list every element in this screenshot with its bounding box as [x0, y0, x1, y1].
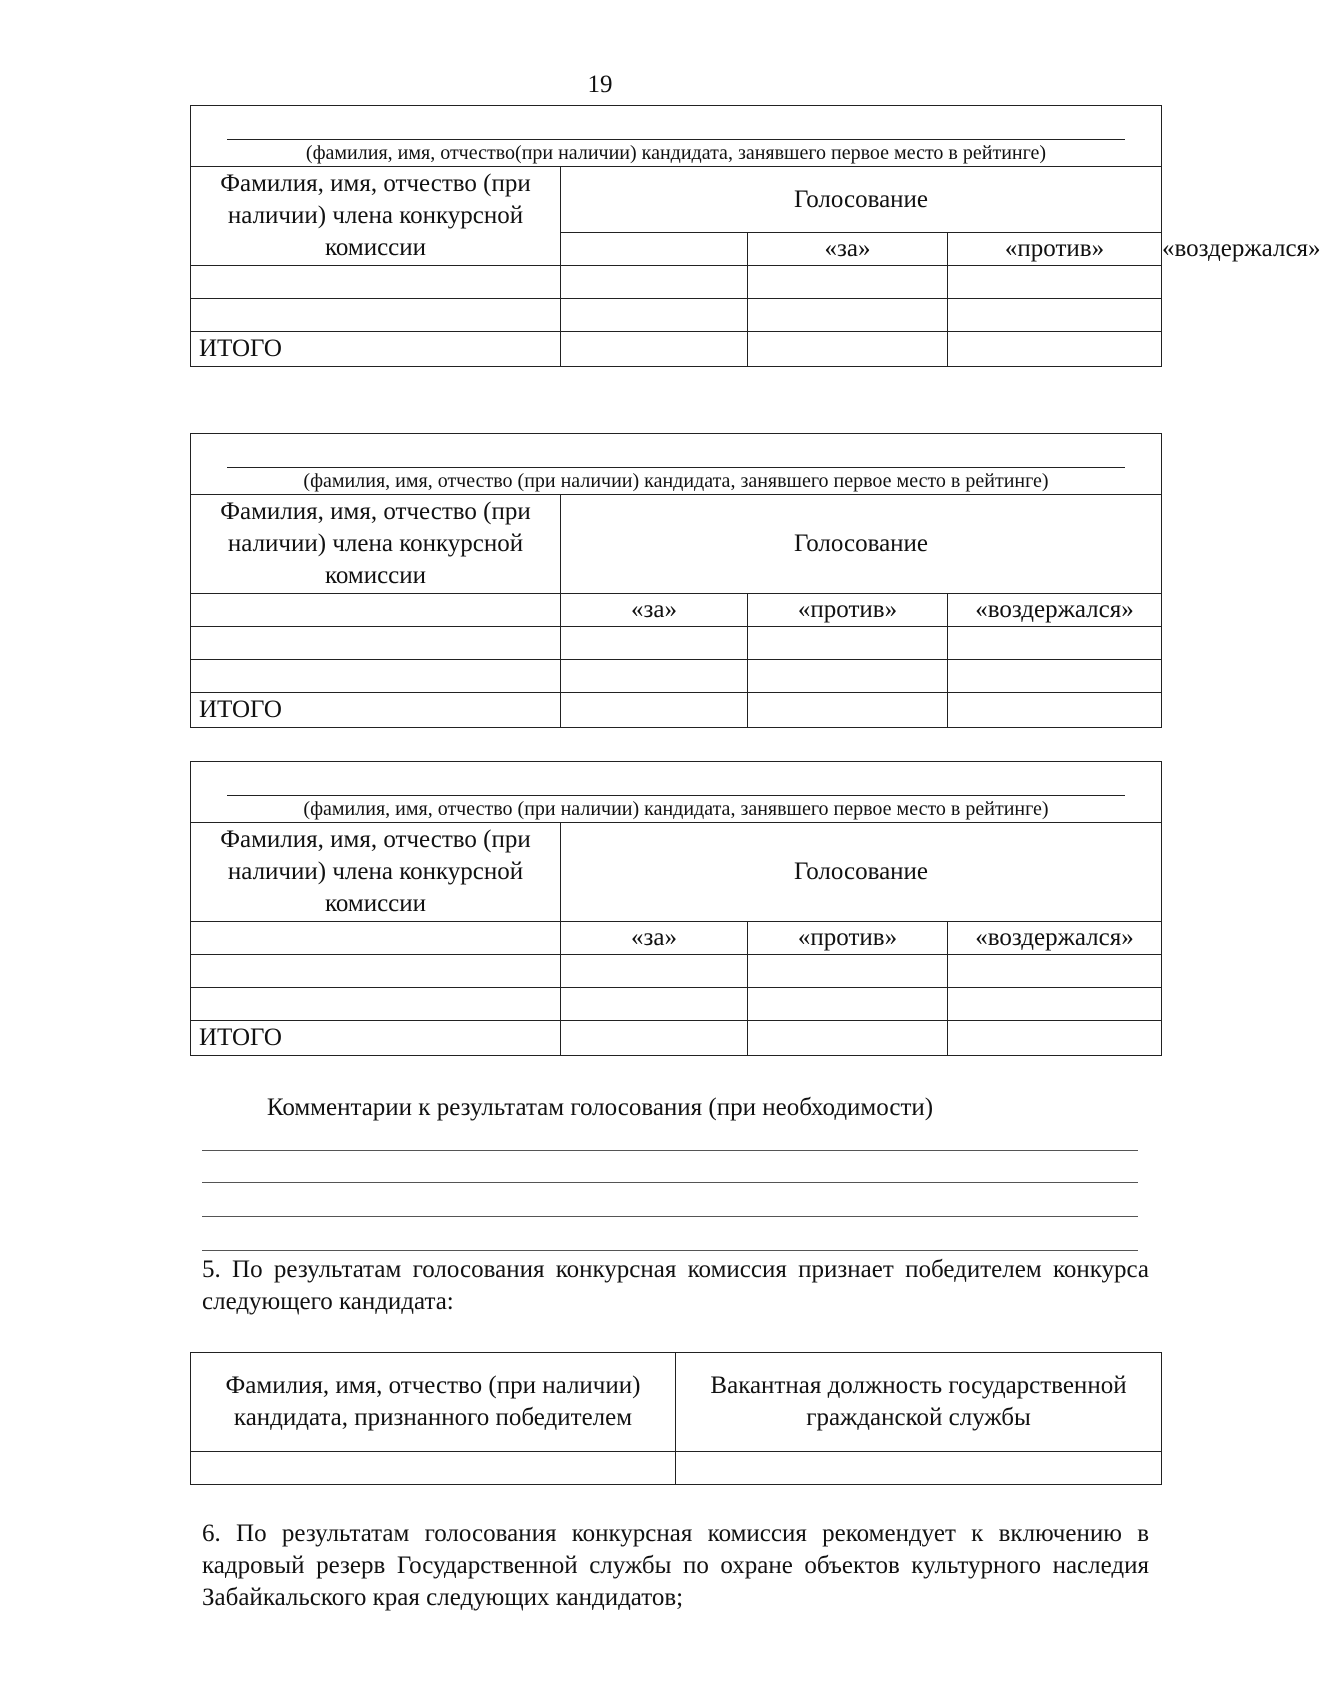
comment-line [202, 1250, 1138, 1251]
vote-table [190, 761, 1162, 1056]
table-row [191, 660, 1162, 693]
table-row [191, 266, 1162, 299]
total-label: ИТОГО [191, 693, 561, 728]
page-number: 19 [587, 71, 613, 98]
candidate-caption-cell [191, 106, 1162, 167]
vacant-position-cell [676, 1452, 1162, 1485]
total-label: ИТОГО [191, 1021, 561, 1056]
comments-title: Комментарии к результатам голосования (при необходимости) [266, 1094, 934, 1121]
vote-table: (фамилия, имя, отчество(при наличии) кандидата, занявшего первое место в рейтинге) Фамилия, имя, отчество (при наличии) члена конкурсной комиссии Голосование «за» «против» «воздержался» ИТОГО [190, 105, 1162, 367]
option-for: «за» [561, 594, 748, 627]
member-header: Фамилия, имя, отчество (при наличии) члена конкурсной комиссии [191, 495, 561, 594]
comment-line [202, 1182, 1138, 1183]
option-for: «за» [748, 233, 948, 266]
candidate-caption: (фамилия, имя, отчество(при наличии) кандидата, занявшего первое место в рейтинге) [305, 142, 1047, 164]
option-against: «против» [748, 594, 948, 627]
vote-header: Голосование [561, 823, 1162, 922]
table-row [191, 299, 1162, 332]
winner-name-cell [191, 1452, 676, 1485]
table-row [191, 955, 1162, 988]
vote-header: Голосование [561, 167, 1162, 233]
candidate-caption-cell [191, 434, 1162, 495]
option-abstained: «воздержался» [948, 922, 1162, 955]
member-cell [191, 594, 561, 627]
candidate-name-line [227, 467, 1125, 468]
candidate-caption: (фамилия, имя, отчество (при наличии) кандидата, занявшего первое место в рейтинге) [303, 798, 1049, 820]
candidate-name-line [227, 139, 1125, 140]
option-against: «против» [948, 233, 1162, 266]
vote-table [190, 433, 1162, 728]
winner-name-header: Фамилия, имя, отчество (при наличии) кандидата, признанного победителем [191, 1353, 676, 1452]
comment-line [202, 1150, 1138, 1151]
vacant-position-header: Вакантная должность государственной гражданской службы [676, 1353, 1162, 1452]
member-cell [561, 233, 748, 266]
candidate-caption-cell [191, 762, 1162, 823]
candidate-name-line [227, 795, 1125, 796]
option-for: «за» [561, 922, 748, 955]
section-6-text: 6. По результатам голосования конкурсная комиссия рекомендует к включению в кадровый резерв Государственной службы по охране объектов культурного наследия Забайкальского края следующих кандидатов; [202, 1520, 1149, 1611]
member-header: Фамилия, имя, отчество (при наличии) члена конкурсной комиссии [191, 823, 561, 922]
comment-line [202, 1216, 1138, 1217]
candidate-caption: (фамилия, имя, отчество (при наличии) кандидата, занявшего первое место в рейтинге) [303, 470, 1049, 492]
vote-header: Голосование [561, 495, 1162, 594]
winner-table [190, 1352, 1162, 1485]
section-5-text: 5. По результатам голосования конкурсная комиссия признает победителем конкурса следующего кандидата: [202, 1256, 1149, 1315]
member-header: Фамилия, имя, отчество (при наличии) члена конкурсной комиссии [191, 167, 561, 266]
option-against: «против» [748, 922, 948, 955]
member-cell [191, 922, 561, 955]
table-row [191, 988, 1162, 1021]
table-row [191, 627, 1162, 660]
option-abstained: «воздержался» [948, 594, 1162, 627]
total-label: ИТОГО [191, 332, 561, 367]
